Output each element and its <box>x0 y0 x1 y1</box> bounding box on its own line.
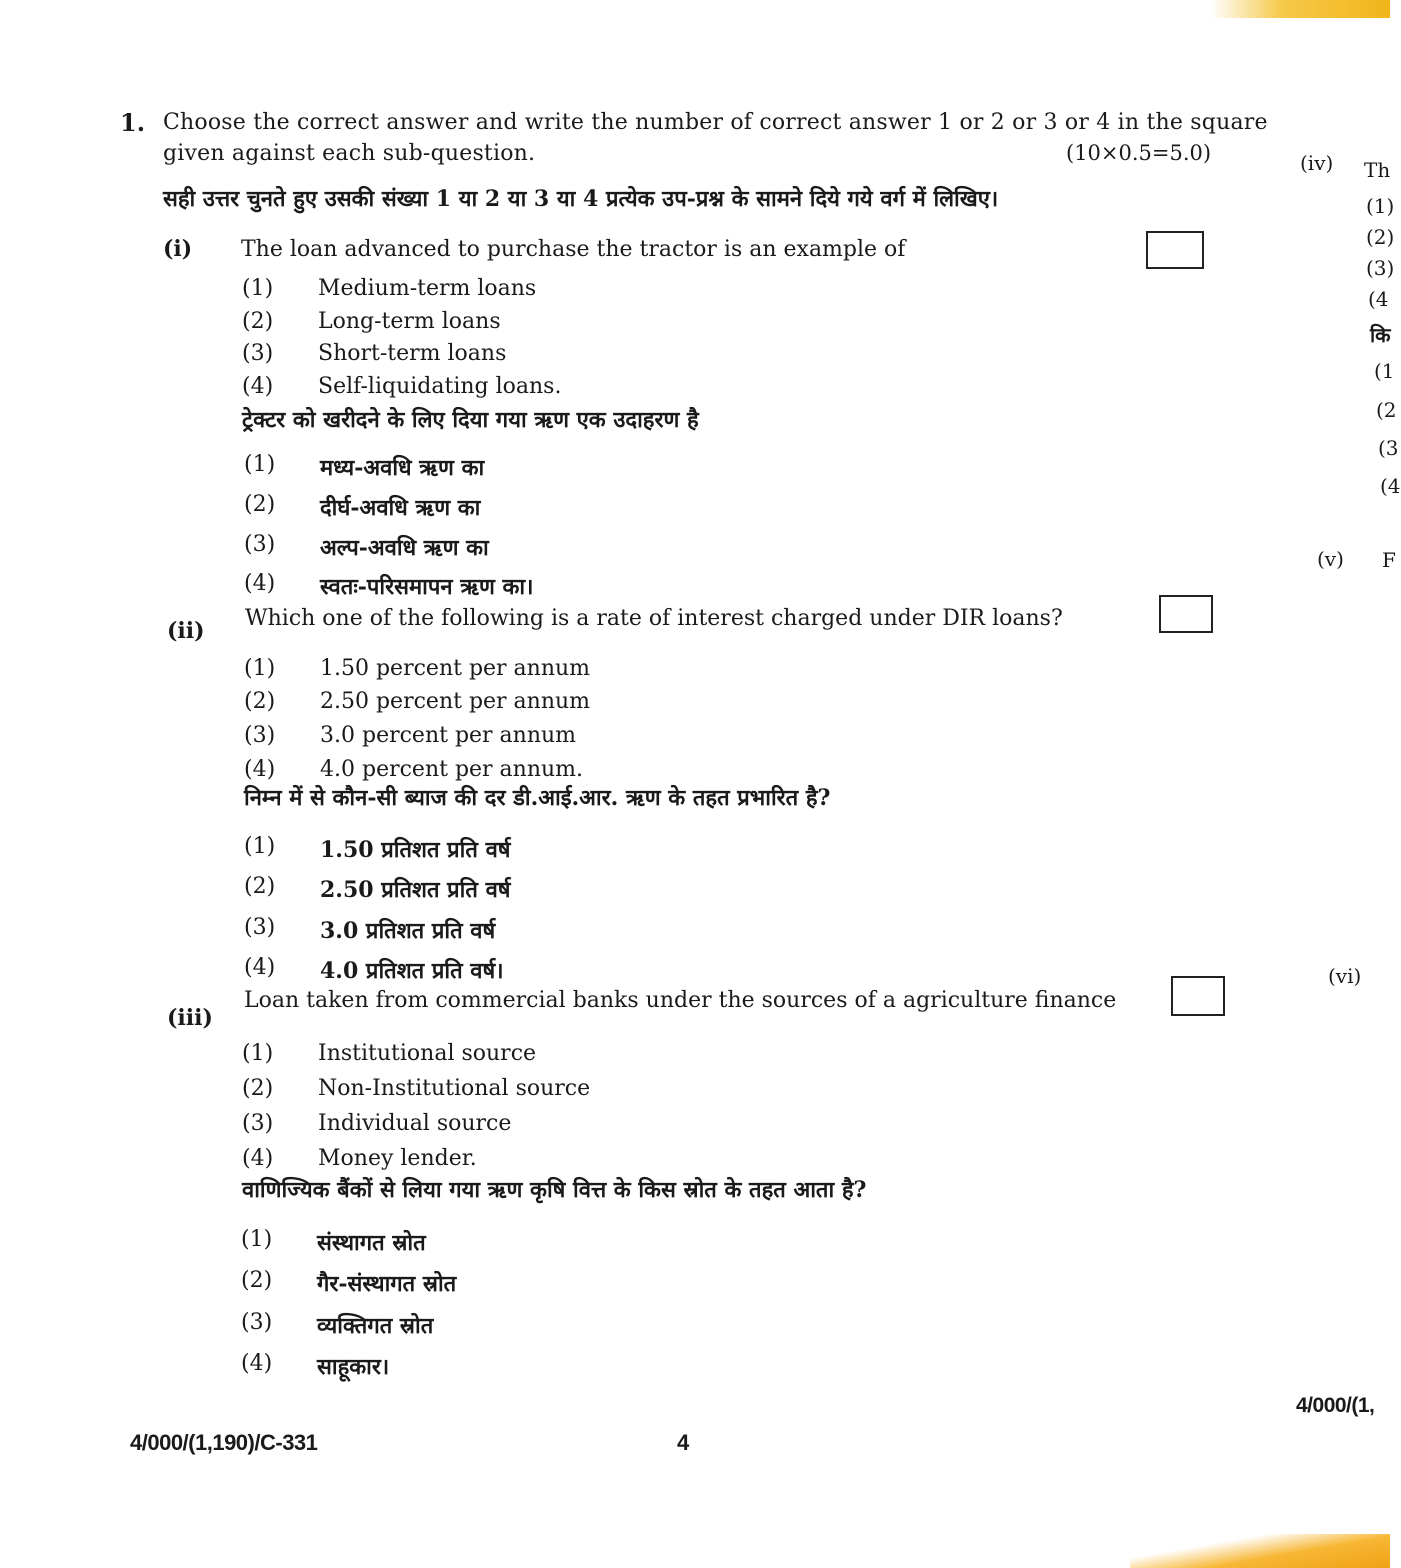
option-text: Money lender. <box>318 1146 477 1171</box>
option-text: Long-term loans <box>318 309 501 334</box>
option-number: (2) <box>241 1268 273 1293</box>
option-text: Individual source <box>318 1111 512 1136</box>
option-text: 1.50 percent per annum <box>320 656 591 681</box>
option-number: (3) <box>244 532 276 557</box>
right-sub-question-text-iv: Th <box>1364 158 1391 182</box>
sub-question-label-i: (i) <box>163 236 193 262</box>
option-number: (4) <box>244 571 276 596</box>
right-hindi-option-iv-2: (2 <box>1376 398 1397 422</box>
right-hindi-text-iv: कि <box>1370 323 1391 347</box>
marks-allocation: (10×0.5=5.0) <box>1066 141 1212 165</box>
answer-square-i[interactable] <box>1146 231 1204 269</box>
option-number: (2) <box>244 492 276 517</box>
option-text: 2.50 percent per annum <box>320 689 591 714</box>
option-number: (1) <box>244 834 276 859</box>
option-number: (1) <box>242 1041 274 1066</box>
right-paper-code: 4/000/(1, <box>1296 1394 1375 1417</box>
option-text: अल्प-अवधि ऋण का <box>320 535 489 561</box>
option-number: (4) <box>241 1351 273 1376</box>
right-hindi-option-iv-4: (4 <box>1380 474 1401 498</box>
paper-code: 4/000/(1,190)/C-331 <box>130 1430 318 1455</box>
option-number: (3) <box>244 723 276 748</box>
option-number: (1) <box>244 656 276 681</box>
option-number: (2) <box>242 1076 274 1101</box>
right-sub-question-label-v: (v) <box>1317 547 1344 571</box>
right-option-iv-3: (3) <box>1366 256 1395 280</box>
sub-question-hindi-ii: निम्न में से कौन-सी ब्याज की दर डी.आई.आर. ऋण के तहत प्रभारित है? <box>244 785 831 811</box>
option-number: (3) <box>242 1111 274 1136</box>
option-number: (2) <box>242 309 274 334</box>
option-text: Institutional source <box>318 1041 537 1066</box>
option-text: 3.0 percent per annum <box>320 723 577 748</box>
option-text: 4.0 percent per annum. <box>320 757 584 782</box>
page-edge-highlight-top <box>1210 0 1390 18</box>
question-number: 1. <box>120 108 146 137</box>
option-text: Self-liquidating loans. <box>318 374 562 399</box>
option-number: (3) <box>242 341 274 366</box>
option-text: गैर-संस्थागत स्रोत <box>317 1271 457 1297</box>
instruction-line-1: Choose the correct answer and write the number of correct answer 1 or 2 or 3 or 4 in the square <box>163 110 1268 135</box>
right-option-iv-2: (2) <box>1366 225 1395 249</box>
option-number: (1) <box>241 1227 273 1252</box>
page-number: 4 <box>677 1430 689 1455</box>
option-number: (1) <box>242 276 274 301</box>
option-text: 1.50 प्रतिशत प्रति वर्ष <box>320 837 511 863</box>
right-sub-question-label-vi: (vi) <box>1328 964 1362 988</box>
sub-question-text-iii: Loan taken from commercial banks under the sources of a agriculture finance <box>244 988 1117 1013</box>
right-hindi-option-iv-1: (1 <box>1374 359 1395 383</box>
answer-square-ii[interactable] <box>1159 595 1213 633</box>
option-text: मध्य-अवधि ऋण का <box>320 455 485 481</box>
sub-question-label-iii: (iii) <box>167 1005 213 1031</box>
option-text: Short-term loans <box>318 341 507 366</box>
answer-square-iii[interactable] <box>1171 976 1225 1016</box>
option-text: संस्थागत स्रोत <box>317 1230 426 1256</box>
option-number: (4) <box>244 757 276 782</box>
option-text: 4.0 प्रतिशत प्रति वर्ष। <box>320 958 504 984</box>
option-text: 3.0 प्रतिशत प्रति वर्ष <box>320 918 496 944</box>
right-sub-question-label-iv: (iv) <box>1300 151 1334 175</box>
option-number: (1) <box>244 452 276 477</box>
option-number: (2) <box>244 689 276 714</box>
sub-question-label-ii: (ii) <box>167 618 205 644</box>
option-number: (3) <box>244 915 276 940</box>
right-option-iv-4: (4 <box>1368 287 1389 311</box>
option-text: साहूकार। <box>317 1354 390 1380</box>
page-edge-highlight-bottom <box>1130 1534 1390 1568</box>
option-number: (4) <box>242 1146 274 1171</box>
sub-question-text-i: The loan advanced to purchase the tractor is an example of <box>241 237 906 262</box>
right-hindi-option-iv-3: (3 <box>1378 436 1399 460</box>
option-text: Medium-term loans <box>318 276 537 301</box>
sub-question-hindi-i: ट्रेक्टर को खरीदने के लिए दिया गया ऋण एक उदाहरण है <box>242 407 699 433</box>
option-number: (4) <box>244 955 276 980</box>
right-sub-question-text-v: F <box>1382 548 1396 572</box>
instruction-hindi: सही उत्तर चुनते हुए उसकी संख्या 1 या 2 या 3 या 4 प्रत्येक उप-प्रश्न के सामने दिये गये वर्ग में लिखिए। <box>163 186 999 212</box>
sub-question-text-ii: Which one of the following is a rate of interest charged under DIR loans? <box>245 606 1063 631</box>
right-option-iv-1: (1) <box>1366 194 1395 218</box>
sub-question-hindi-iii: वाणिज्यिक बैंकों से लिया गया ऋण कृषि वित्त के किस स्रोत के तहत आता है? <box>242 1177 867 1203</box>
instruction-line-2: given against each sub-question. <box>163 141 536 166</box>
option-text: Non-Institutional source <box>318 1076 591 1101</box>
option-number: (4) <box>242 374 274 399</box>
option-number: (2) <box>244 874 276 899</box>
option-text: स्वतः-परिसमापन ऋण का। <box>320 574 534 600</box>
option-text: 2.50 प्रतिशत प्रति वर्ष <box>320 877 511 903</box>
option-text: दीर्घ-अवधि ऋण का <box>320 495 481 521</box>
option-text: व्यक्तिगत स्रोत <box>317 1313 434 1339</box>
option-number: (3) <box>241 1310 273 1335</box>
